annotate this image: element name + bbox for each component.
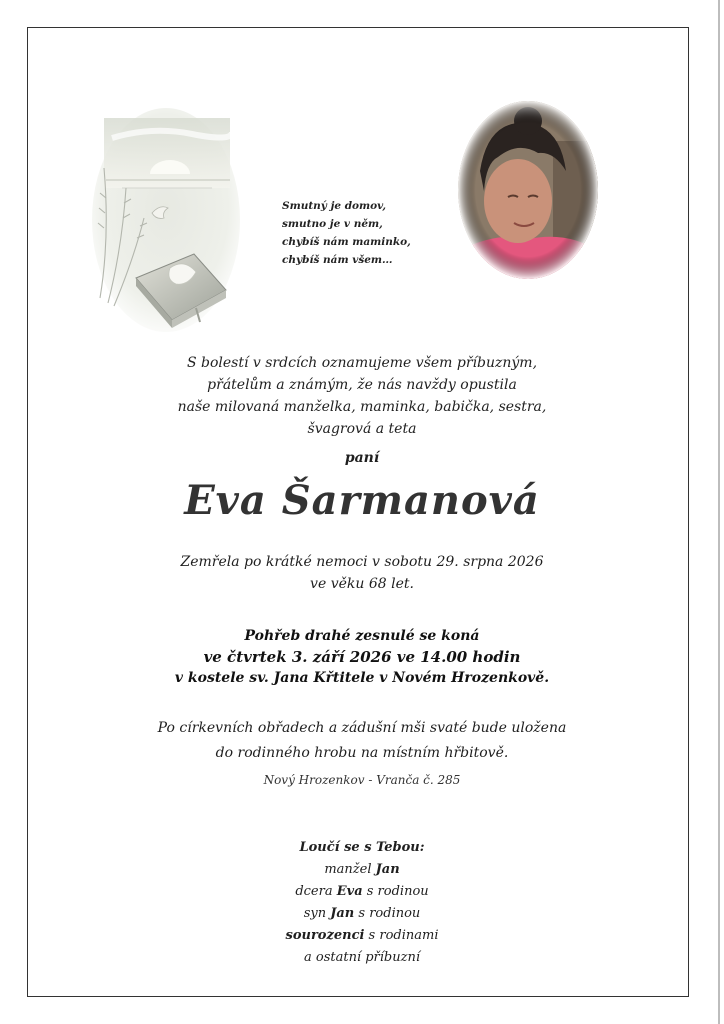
- death-info: [0, 551, 724, 595]
- relation: manžel: [324, 862, 376, 877]
- funeral-info: [0, 626, 724, 689]
- relation-suffix: s rodinou: [362, 884, 429, 899]
- announcement-line: S bolestí v srdcích oznamujeme všem příbuzným,: [186, 355, 538, 371]
- farewell-row: [0, 881, 724, 903]
- relative-name: sourozenci: [285, 928, 365, 943]
- relation: a ostatní příbuzní: [303, 950, 420, 965]
- farewell-heading: Loučí se s Tebou:: [299, 840, 425, 855]
- portrait-photo: [458, 101, 598, 279]
- announcement-line: přátelům a známým, že nás navždy opustila: [207, 377, 517, 393]
- burial-line: do rodinného hrobu na místním hřbitově.: [215, 745, 509, 761]
- farewell-row: [0, 903, 724, 925]
- relation: syn: [303, 906, 331, 921]
- funeral-date: ve čtvrtek 3. září 2026 ve 14.00 hodin: [203, 648, 521, 666]
- deceased-name: Eva Šarmanová: [184, 477, 540, 524]
- funeral-place: v kostele sv. Jana Křtitele v Novém Hrozenkově.: [174, 670, 550, 686]
- address: Nový Hrozenkov - Vranča č. 285: [263, 773, 461, 787]
- announcement-line: naše milovaná manželka, maminka, babička, sestra,: [177, 399, 547, 415]
- farewell-row: [0, 925, 724, 947]
- poem-line: chybíš nám maminko,: [282, 236, 411, 248]
- memorial-poem: [282, 197, 442, 269]
- relation: dcera: [295, 884, 337, 899]
- farewell-row: [0, 859, 724, 881]
- announcement-line: švagrová a teta: [307, 421, 417, 437]
- memorial-illustration: [92, 108, 240, 333]
- relation-suffix: s rodinami: [364, 928, 439, 943]
- farewell-row: [0, 947, 724, 969]
- relative-name: Jan: [375, 862, 400, 877]
- relative-name: Eva: [336, 884, 363, 899]
- death-info-line: ve věku 68 let.: [310, 576, 414, 592]
- funeral-line: Pohřeb drahé zesnulé se koná: [244, 628, 480, 644]
- farewell-list: [0, 837, 724, 969]
- relative-name: Jan: [330, 906, 355, 921]
- announcement-text: [0, 352, 724, 440]
- poem-line: Smutný je domov,: [282, 200, 387, 212]
- burial-line: Po církevních obřadech a zádušní mši svaté bude uložena: [157, 720, 567, 736]
- relation-suffix: s rodinou: [354, 906, 421, 921]
- burial-info: [0, 716, 724, 766]
- title-word: paní: [344, 450, 380, 466]
- poem-line: chybíš nám všem…: [282, 254, 393, 266]
- death-info-line: Zemřela po krátké nemoci v sobotu 29. srpna 2026: [180, 554, 544, 570]
- poem-line: smutno je v něm,: [282, 218, 383, 230]
